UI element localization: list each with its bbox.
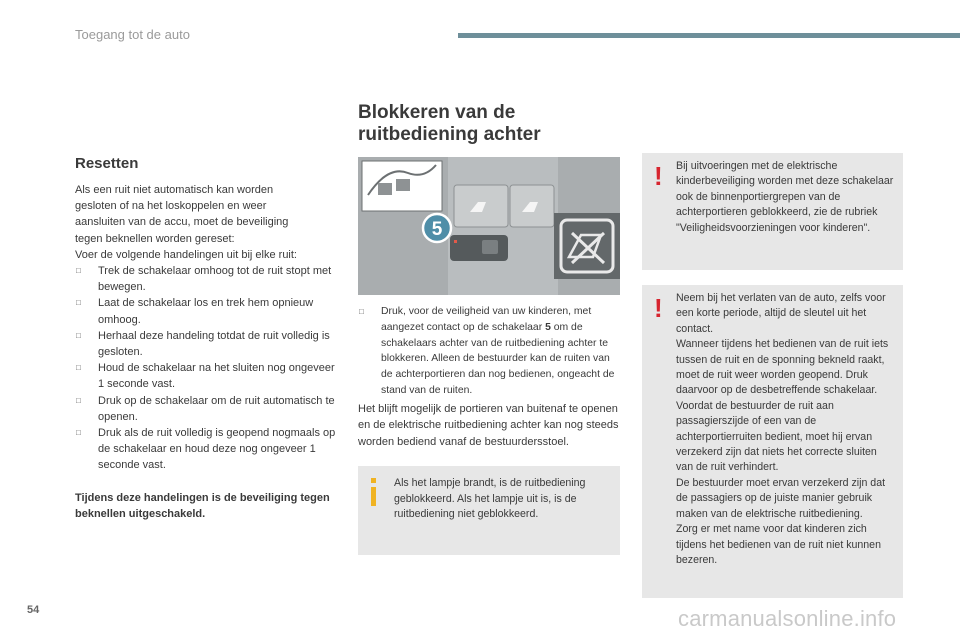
info-icon [369, 478, 379, 508]
reset-heading: Resetten [75, 155, 139, 172]
reset-step: □ Trek de schakelaar omhoog tot de ruit stopt met bewegen. [75, 263, 340, 295]
reset-intro-line: gesloten of na het loskoppelen en weer [75, 200, 267, 213]
page-number: 54 [27, 604, 40, 616]
warning-line: De bestuurder moet ervan verzekerd zijn dat de passagiers op de juiste manier gebruik maken van de elektrische ruitbediening. [676, 476, 886, 520]
warning-text [676, 291, 895, 568]
reset-steps [75, 263, 340, 474]
warning-line: Voordat de bestuurder de ruit aan passagierszijde of een van de achterportierruiten bedient, moet hij ervan verzekerd zijn dat niets het correcte sluiten van de ruit verhindert. [676, 399, 877, 474]
lock-step [358, 304, 620, 399]
reset-note: Tijdens deze handelingen is de beveiliging tegen beknellen uitgeschakeld. [75, 491, 330, 520]
lock-step-before: Druk, voor de veiligheid van uw kinderen, met aangezet contact op de schakelaar [381, 306, 592, 333]
exclamation-icon: ! [654, 293, 663, 323]
reset-intro [75, 182, 340, 263]
lock-steps [358, 304, 620, 399]
reset-intro-line: Voer de volgende handelingen uit bij elke ruit: [75, 248, 297, 261]
warning-line: Wanneer tijdens het bedienen van de ruit iets tussen de ruit en de sponning bekneld raakt, moet de ruit weer worden geopend. Druk daarvoor op de desbetreffende schakelaar. [676, 338, 889, 397]
info-text: Als het lampje brandt, is de ruitbediening geblokkeerd. Als het lampje uit is, is de ruitbediening niet geblokkeerd. [394, 477, 586, 520]
lock-paragraph: Het blijft mogelijk de portieren van buitenaf te openen en de elektrische ruitbediening achter kan nog steeds worden bediend vanaf de bestuurdersstoel. [358, 402, 619, 448]
reset-step: □ Druk op de schakelaar om de ruit automatisch te openen. [75, 393, 340, 425]
exclamation-icon: ! [654, 161, 663, 191]
reset-section [75, 155, 340, 522]
warning-box-child-lock [642, 153, 903, 270]
warning-text: Bij uitvoeringen met de elektrische kinderbeveiliging worden met deze schakelaar ook de binnenportiergrepen van de achterportieren geblokkeerd, zie de rubriek "Veiligheidsvoorzieningen voor kinderen". [676, 160, 894, 234]
reset-step: □ Laat de schakelaar los en trek hem opnieuw omhoog. [75, 295, 340, 327]
reset-step: □ Houd de schakelaar na het sluiten nog ongeveer 1 seconde vast. [75, 360, 340, 392]
reset-intro-line: Als een ruit niet automatisch kan worden [75, 184, 274, 196]
warning-box-leaving [642, 285, 903, 598]
reset-intro-line: aansluiten van de accu, moet de beveiliging [75, 216, 289, 229]
warning-line: Zorg er met name voor dat kinderen zich tijdens het bedienen van de ruit niet kunnen bezeren. [676, 523, 881, 566]
header-title: Toegang tot de auto [75, 27, 190, 42]
lock-step-number: 5 [545, 321, 551, 333]
lock-title: Blokkeren van de ruitbediening achter [358, 102, 541, 145]
reset-intro-line: tegen beknellen worden gereset: [75, 232, 235, 245]
reset-step: □ Herhaal deze handeling totdat de ruit volledig is gesloten. [75, 328, 340, 360]
watermark: carmanualsonline.info [678, 606, 897, 631]
door-panel-drawing [358, 157, 620, 295]
window-switch-illustration [358, 157, 620, 295]
warning-line: Neem bij het verlaten van de auto, zelfs voor een korte periode, altijd de sleutel uit het contact. [676, 292, 886, 335]
reset-step: □ Druk als de ruit volledig is geopend nogmaals op de schakelaar en houd deze nog ongeveer 1 seconde vast. [75, 425, 340, 474]
header-bar [458, 33, 960, 38]
info-box [358, 466, 620, 555]
callout-number: 5 [431, 219, 443, 240]
lock-text [358, 304, 620, 450]
lock-step-after: om de schakelaars achter van de ruitbediening achter te blokkeren. Alleen de bestuurder kan de ruiten van de achterportieren dan nog bedienen, ongeacht de stand van de ruiten. [381, 321, 615, 396]
